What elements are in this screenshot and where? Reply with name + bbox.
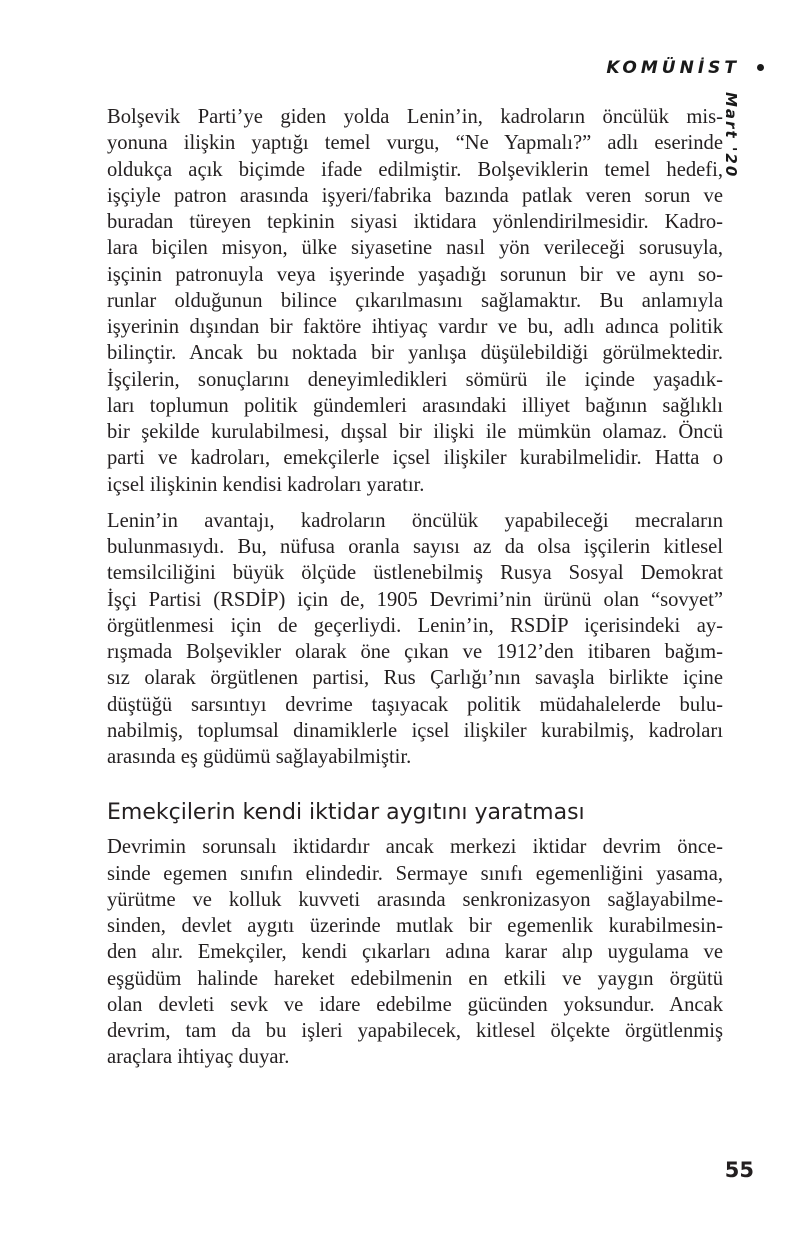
text-line: runlar olduğunun bilince çıkarılmasını sağlamaktır. Bu anlamıyla [107, 289, 723, 312]
text-line: parti ve kadroları, emekçilerle içsel ilişkiler kurabilmelidir. Hatta o [107, 447, 723, 470]
text-line: işçiyle patron arasında işyeri/fabrika bazında patlak veren sorun ve [107, 184, 723, 207]
text-line: temsilciliğini büyük ölçüde üstlenebilmiş Rusya Sosyal Demokrat [107, 562, 723, 585]
text-line: oldukça açık biçimde ifade edilmiştir. Bolşeviklerin temel hedefi, [107, 158, 723, 181]
text-line: den alır. Emekçiler, kendi çıkarları adına karar alıp uygulama ve [107, 941, 723, 964]
text-line: İşçilerin, sonuçlarını deneyimledikleri sömürü ile içinde yaşadık- [107, 368, 723, 391]
text-line: nabilmiş, toplumsal dinamiklerle içsel ilişkiler kurabilmiş, kadroları [107, 719, 723, 742]
paragraph-3 [107, 834, 723, 1070]
text-line: eşgüdüm halinde hareket edebilmenin en etkili ve yaygın örgütü [107, 967, 723, 990]
text-line: sinden, devlet aygıtı üzerinde mutlak bir egemenlik kurabilmesin- [107, 915, 723, 937]
text-line: İşçi Partisi (RSDİP) için de, 1905 Devrimi’nin ürünü olan “sovyet” [107, 588, 723, 611]
paragraph-2 [107, 508, 723, 771]
issue-date-label: Mart '20 [722, 92, 740, 179]
text-line: sinde egemen sınıfın elindedir. Sermaye sınıfı egemenliğini yasama, [107, 862, 723, 885]
text-line: Bolşevik Parti’ye giden yolda Lenin’in, kadroların öncülük mis- [107, 106, 723, 128]
page-number: 55 [724, 1158, 754, 1182]
text-line: araçlara ihtiyaç duyar. [107, 1046, 290, 1069]
paragraph-1 [107, 104, 723, 498]
text-line: işyerinin dışından bir faktöre ihtiyaç vardır ve bu, adlı adınca politik [107, 316, 723, 338]
text-line: sız olarak örgütlenen partisi, Rus Çarlığı’nın savaşla birlikte içine [107, 667, 723, 690]
text-line: bulunmasıydı. Bu, nüfusa oranla sayısı az da olsa işçilerin kitlesel [107, 536, 723, 558]
bullet-dot-icon [757, 64, 764, 71]
text-line: bir şekilde kurulabilmesi, dışsal bir ilişki ile mümkün olamaz. Öncü [107, 421, 723, 443]
text-line: düştüğü sarsıntıyı devrime taşıyacak politik müdahalelerde bulu- [107, 693, 723, 716]
article-body [107, 104, 723, 1071]
text-line: bilinçtir. Ancak bu noktada bir yanlışa düşülebildiği görülmektedir. [107, 342, 723, 365]
text-line: yonuna ilişkin yaptığı temel vurgu, “Ne Yapmalı?” adlı eserinde [107, 132, 723, 155]
running-head [606, 58, 740, 78]
text-line: arasında eş güdümü sağlayabilmiştir. [107, 746, 412, 768]
text-line: ları toplumun politik gündemleri arasındaki illiyet bağının sağlıklı [107, 394, 723, 417]
publication-title: KOMÜNİST [606, 58, 740, 78]
section-heading: Emekçilerin kendi iktidar aygıtını yaratması [107, 800, 585, 826]
text-line: işçinin patronuyla veya işyerinde yaşadığı sorunun bir ve aynı so- [107, 263, 723, 286]
text-line: Devrimin sorunsalı iktidardır ancak merkezi iktidar devrim önce- [107, 836, 723, 859]
text-line: devrim, tam da bu işleri yapabilecek, kitlesel ölçekte örgütlenmiş [107, 1020, 723, 1042]
text-line: Lenin’in avantajı, kadroların öncülük yapabileceği mecraların [107, 509, 723, 532]
text-line: rışmada Bolşevikler olarak öne çıkan ve 1912’den itibaren bağım- [107, 641, 723, 663]
text-line: lara biçilen misyon, ülke siyasetine nasıl yön verileceği sorusuyla, [107, 237, 723, 260]
text-line: örgütlenmesi için de geçerliydi. Lenin’in, RSDİP içerisindeki ay- [107, 614, 723, 637]
text-line: yürütme ve kolluk kuvveti arasında senkronizasyon sağlayabilme- [107, 888, 723, 911]
text-line: olan devleti sevk ve idare edebilme gücünden yoksundur. Ancak [107, 993, 723, 1016]
text-line: buradan türeyen tepkinin siyasi iktidara yönlendirilmesidir. Kadro- [107, 211, 723, 233]
text-line: içsel ilişkinin kendisi kadroları yaratır. [107, 473, 425, 496]
